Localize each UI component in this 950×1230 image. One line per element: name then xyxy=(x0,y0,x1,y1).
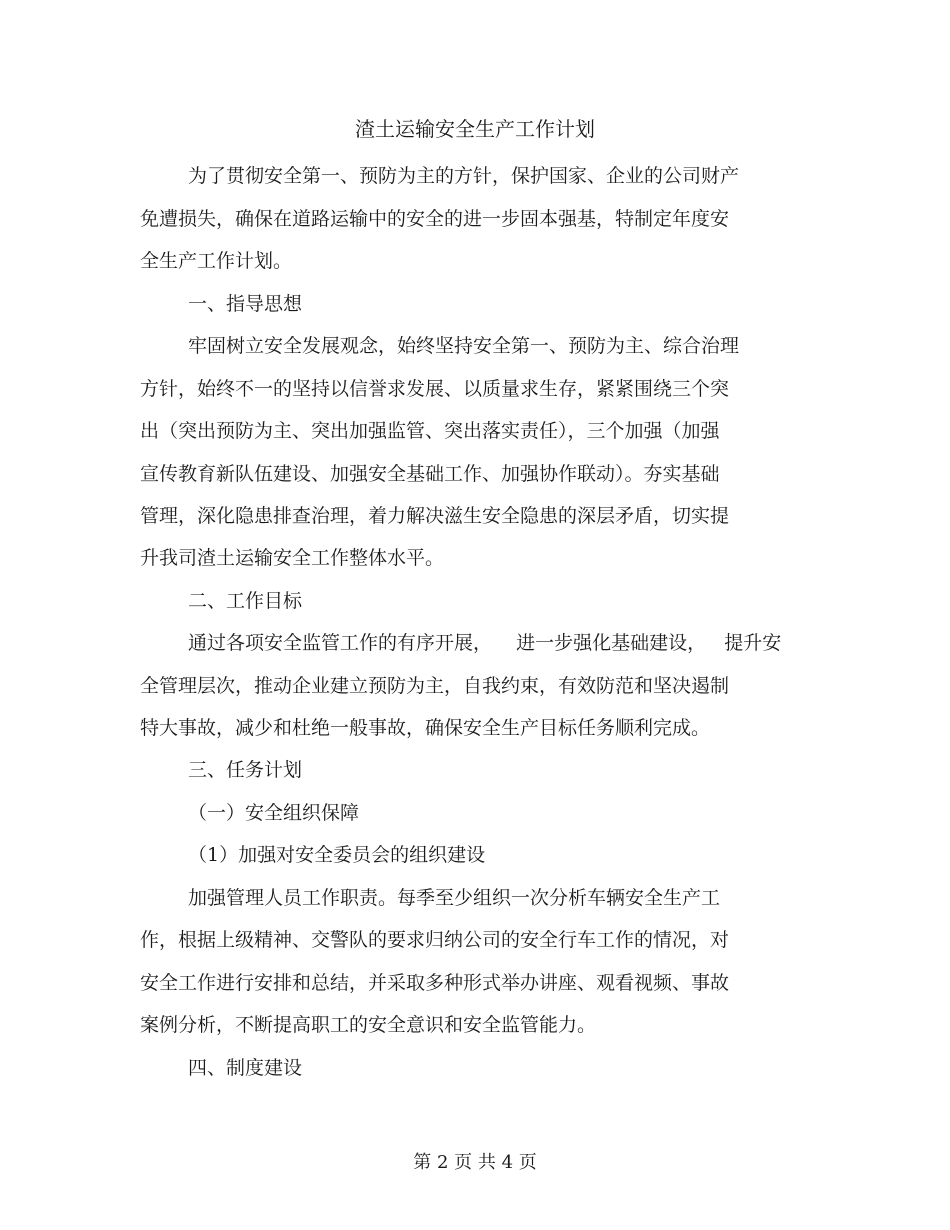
paragraph-line: 为了贯彻安全第一、预防为主的方针，保护国家、企业的公司财产 xyxy=(188,165,740,187)
paragraph-line: 免遭损失，确保在道路运输中的安全的进一步固本强基，特制定年度安 xyxy=(140,208,730,230)
section-heading: 二、工作目标 xyxy=(188,590,303,612)
paragraph-line: 全管理层次，推动企业建立预防为主，自我约束，有效防范和坚决遏制 xyxy=(140,675,730,697)
paragraph-line: 加强管理人员工作职责。每季至少组织一次分析车辆安全生产工 xyxy=(188,887,721,909)
paragraph-line: 特大事故，减少和杜绝一般事故，确保安全生产目标任务顺利完成。 xyxy=(140,717,711,739)
paragraph-line: 宣传教育新队伍建设、加强安全基础工作、加强协作联动）。夯实基础 xyxy=(140,463,720,485)
paragraph-line: 通过各项安全监管工作的有序开展， 进一步强化基础建设， 提升安 xyxy=(188,632,782,654)
paragraph-line: 管理，深化隐患排查治理，着力解决滋生安全隐患的深层矛盾，切实提 xyxy=(140,505,730,527)
paragraph-line: 安全工作进行安排和总结，并采取多种形式举办讲座、观看视频、事故 xyxy=(140,972,730,994)
subsection-heading: （一）安全组织保障 xyxy=(188,802,360,824)
subsection-heading: （1）加强对安全委员会的组织建设 xyxy=(188,844,486,866)
paragraph-line: 牢固树立安全发展观念，始终坚持安全第一、预防为主、综合治理 xyxy=(188,335,740,357)
paragraph-line: 作，根据上级精神、交警队的要求归纳公司的安全行车工作的情况，对 xyxy=(140,929,730,951)
document-title: 渣土运输安全生产工作计划 xyxy=(355,117,595,141)
page-number-footer: 第 2 页 共 4 页 xyxy=(413,1152,537,1173)
paragraph-line: 方针，始终不一的坚持以信誉求发展、以质量求生存，紧紧围绕三个突 xyxy=(140,378,730,400)
section-heading: 四、制度建设 xyxy=(188,1057,303,1079)
paragraph-line: 案例分析，不断提高职工的安全意识和安全监管能力。 xyxy=(140,1014,597,1036)
section-heading: 一、指导思想 xyxy=(188,293,303,315)
paragraph-line: 出（突出预防为主、突出加强监管、突出落实责任），三个加强（加强 xyxy=(140,420,720,442)
paragraph-line: 全生产工作计划。 xyxy=(140,250,293,272)
section-heading: 三、任务计划 xyxy=(188,759,303,781)
paragraph-line: 升我司渣土运输安全工作整体水平。 xyxy=(140,547,445,569)
